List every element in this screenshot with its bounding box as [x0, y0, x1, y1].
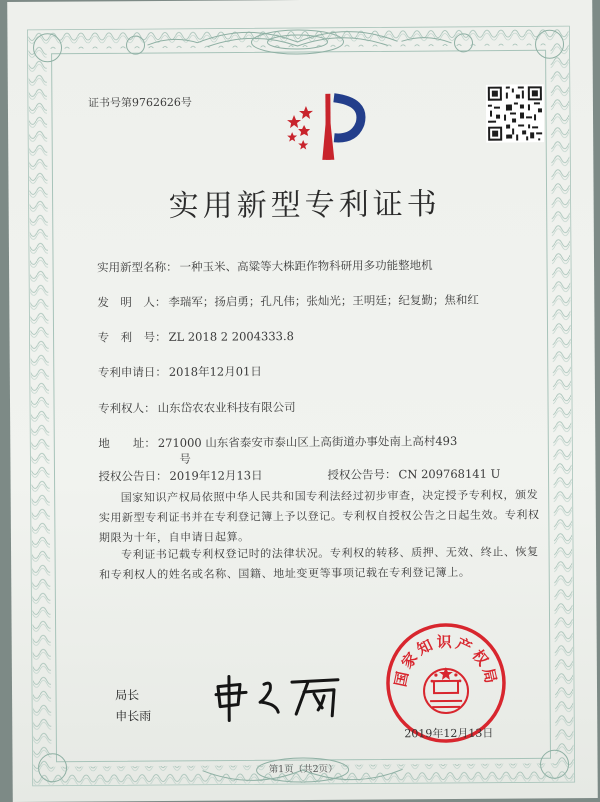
field-grant-publication-number — [327, 466, 500, 483]
field-application-date — [98, 363, 262, 380]
field-label: 专利权人： — [98, 401, 156, 416]
field-label: 地 址： — [98, 436, 156, 451]
field-label: 专 利 号： — [97, 329, 167, 345]
director-name: 申长雨 — [115, 709, 152, 724]
field-value: 2018年12月01日 — [168, 364, 262, 379]
field-label: 专利申请日： — [97, 364, 167, 380]
grant-statement-paragraph: 国家知识产权局依照中华人民共和国专利法经过初步审查，决定授予专利权，颁发实用新型专利证书并在专利登记簿上予以登记。专利权自授权公告之日起生效。专利权期限为十年，自申请日起算。 — [98, 488, 540, 545]
field-value: 山东岱农农业科技有限公司 — [157, 400, 296, 416]
field-value: 一种玉米、高粱等大株距作物科研用多功能整地机 — [179, 258, 433, 274]
field-label: 授权公告日： — [98, 468, 168, 484]
certificate-number: 证书号第9762626号 — [87, 95, 192, 110]
patent-office-logo — [270, 88, 371, 167]
field-value: ZL 2018 2 2004333.8 — [168, 329, 294, 344]
field-label: 实用新型名称： — [97, 259, 178, 275]
seal-date: 2019年12月13日 — [404, 726, 494, 741]
director-title: 局长 — [115, 688, 140, 703]
field-inventors — [97, 292, 479, 311]
field-address — [98, 433, 457, 452]
field-value: CN 209768141 U — [398, 466, 501, 482]
field-patent-number — [98, 328, 294, 345]
field-value: 2019年12月13日 — [169, 468, 263, 483]
page-number: 第1页（共2页） — [268, 763, 338, 776]
field-value: 李瑞军；扬启勇；孔凡伟；张灿光；王明廷；纪复勤；焦和红 — [168, 292, 479, 309]
field-utility-model-name — [97, 257, 433, 275]
field-label: 授权公告号： — [327, 467, 397, 482]
director-signature — [210, 672, 350, 723]
certificate-page — [7, 0, 598, 802]
field-value: 271000 山东省泰安市泰山区上高街道办事处南上高村493 — [157, 433, 458, 451]
field-label: 发 明 人： — [97, 294, 167, 310]
field-grant-date — [98, 467, 262, 484]
field-address-continuation: 号 — [179, 451, 191, 466]
certificate-title: 实用新型专利证书 — [168, 187, 441, 224]
qr-code — [486, 84, 544, 142]
svg-text:国家知识产权局: 国家知识产权局 — [391, 632, 501, 689]
field-patentee — [98, 399, 296, 416]
legal-status-paragraph: 专利证书记载专利权登记时的法律状况。专利权的转移、质押、无效、终止、恢复和专利权人的姓名或名称、国籍、地址变更等事项记载在专利登记簿上。 — [99, 545, 539, 582]
